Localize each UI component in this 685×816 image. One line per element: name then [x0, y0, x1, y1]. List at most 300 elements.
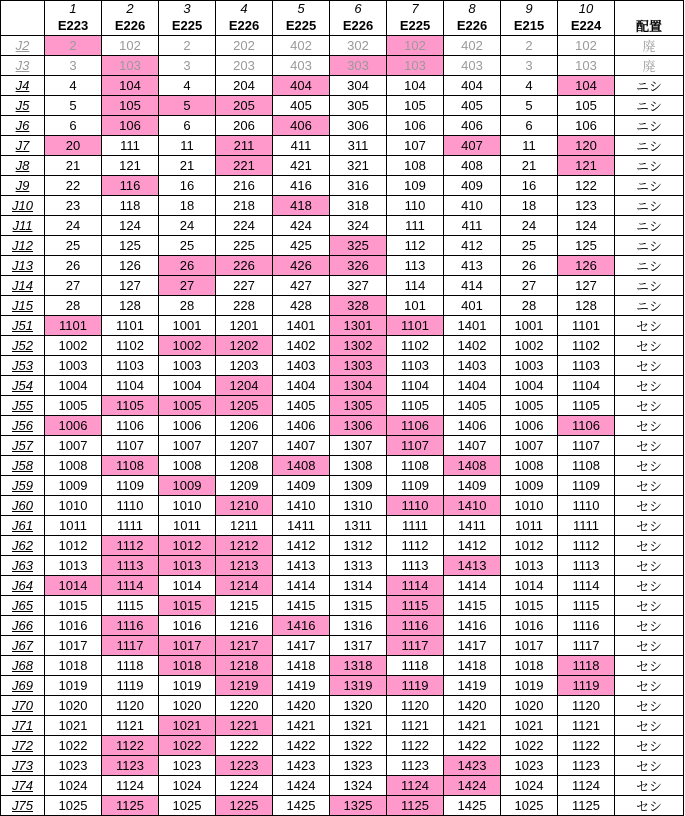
table-row — [1, 156, 684, 176]
table-row — [1, 476, 684, 496]
table-cell: 1110 — [387, 496, 444, 516]
table-cell: 1325 — [330, 796, 387, 816]
table-cell: 1119 — [558, 676, 615, 696]
row-label: J5 — [1, 96, 45, 116]
table-cell: 303 — [330, 56, 387, 76]
table-cell: 1302 — [330, 336, 387, 356]
table-row — [1, 676, 684, 696]
column-name: E225 — [159, 16, 216, 36]
header-name-row — [1, 16, 684, 36]
table-row — [1, 376, 684, 396]
table-cell: 1122 — [387, 736, 444, 756]
row-label: J2 — [1, 36, 45, 56]
placement-cell: ニシ — [615, 256, 684, 276]
placement-cell: セシ — [615, 676, 684, 696]
table-cell: 1201 — [216, 316, 273, 336]
row-label: J56 — [1, 416, 45, 436]
table-cell: 1415 — [444, 596, 501, 616]
table-cell: 304 — [330, 76, 387, 96]
table-cell: 221 — [216, 156, 273, 176]
table-cell: 406 — [273, 116, 330, 136]
table-cell: 1006 — [159, 416, 216, 436]
table-cell: 3 — [45, 56, 102, 76]
placement-cell: セシ — [615, 436, 684, 456]
table-cell: 425 — [273, 236, 330, 256]
table-cell: 4 — [501, 76, 558, 96]
placement-cell: ニシ — [615, 136, 684, 156]
table-cell: 106 — [102, 116, 159, 136]
table-cell: 1408 — [273, 456, 330, 476]
placement-cell: セシ — [615, 756, 684, 776]
table-cell: 1124 — [558, 776, 615, 796]
table-cell: 1003 — [159, 356, 216, 376]
row-label: J59 — [1, 476, 45, 496]
table-cell: 202 — [216, 36, 273, 56]
table-cell: 3 — [501, 56, 558, 76]
table-cell: 1120 — [102, 696, 159, 716]
table-cell: 321 — [330, 156, 387, 176]
table-cell: 1113 — [387, 556, 444, 576]
table-cell: 128 — [102, 296, 159, 316]
table-cell: 1010 — [159, 496, 216, 516]
table-cell: 101 — [387, 296, 444, 316]
placement-cell: セシ — [615, 496, 684, 516]
table-row — [1, 756, 684, 776]
table-cell: 18 — [501, 196, 558, 216]
table-cell: 1019 — [45, 676, 102, 696]
placement-cell: ニシ — [615, 156, 684, 176]
table-cell: 1110 — [558, 496, 615, 516]
table-cell: 1016 — [159, 616, 216, 636]
table-cell: 1021 — [501, 716, 558, 736]
table-cell: 1017 — [159, 636, 216, 656]
table-cell: 1116 — [387, 616, 444, 636]
table-cell: 3 — [159, 56, 216, 76]
table-cell: 1318 — [330, 656, 387, 676]
row-label: J72 — [1, 736, 45, 756]
row-label: J71 — [1, 716, 45, 736]
table-cell: 1025 — [159, 796, 216, 816]
table-row — [1, 536, 684, 556]
table-cell: 1109 — [102, 476, 159, 496]
table-cell: 1103 — [387, 356, 444, 376]
table-row — [1, 96, 684, 116]
table-cell: 1101 — [558, 316, 615, 336]
table-cell: 1017 — [501, 636, 558, 656]
table-cell: 1104 — [102, 376, 159, 396]
table-cell: 1410 — [273, 496, 330, 516]
table-cell: 407 — [444, 136, 501, 156]
column-name: E225 — [273, 16, 330, 36]
table-cell: 1213 — [216, 556, 273, 576]
table-cell: 1124 — [102, 776, 159, 796]
table-cell: 25 — [45, 236, 102, 256]
column-name: E226 — [102, 16, 159, 36]
table-cell: 405 — [444, 96, 501, 116]
table-cell: 1225 — [216, 796, 273, 816]
table-row — [1, 316, 684, 336]
row-label: J61 — [1, 516, 45, 536]
column-number: 4 — [216, 1, 273, 17]
table-cell: 326 — [330, 256, 387, 276]
table-cell: 26 — [45, 256, 102, 276]
table-cell: 1311 — [330, 516, 387, 536]
table-cell: 127 — [102, 276, 159, 296]
table-cell: 1405 — [273, 396, 330, 416]
table-cell: 1202 — [216, 336, 273, 356]
table-cell: 107 — [387, 136, 444, 156]
row-label: J63 — [1, 556, 45, 576]
row-label: J54 — [1, 376, 45, 396]
column-number: 5 — [273, 1, 330, 17]
table-cell: 1015 — [45, 596, 102, 616]
table-cell: 2 — [159, 36, 216, 56]
table-cell: 1104 — [387, 376, 444, 396]
table-cell: 1112 — [558, 536, 615, 556]
table-cell: 106 — [387, 116, 444, 136]
row-label: J64 — [1, 576, 45, 596]
column-name: E215 — [501, 16, 558, 36]
column-number: 8 — [444, 1, 501, 17]
table-cell: 316 — [330, 176, 387, 196]
table-cell: 206 — [216, 116, 273, 136]
table-cell: 1402 — [273, 336, 330, 356]
placement-cell: セシ — [615, 636, 684, 656]
placement-cell: セシ — [615, 696, 684, 716]
table-cell: 1006 — [45, 416, 102, 436]
table-cell: 104 — [558, 76, 615, 96]
table-cell: 1209 — [216, 476, 273, 496]
table-cell: 1104 — [558, 376, 615, 396]
row-label: J66 — [1, 616, 45, 636]
table-cell: 127 — [558, 276, 615, 296]
table-cell: 1211 — [216, 516, 273, 536]
table-cell: 102 — [387, 36, 444, 56]
table-cell: 1007 — [159, 436, 216, 456]
table-cell: 1102 — [558, 336, 615, 356]
table-cell: 1405 — [444, 396, 501, 416]
table-cell: 1308 — [330, 456, 387, 476]
table-cell: 1420 — [273, 696, 330, 716]
row-label: J74 — [1, 776, 45, 796]
table-cell: 1408 — [444, 456, 501, 476]
table-cell: 1113 — [558, 556, 615, 576]
table-cell: 1321 — [330, 716, 387, 736]
table-cell: 1425 — [273, 796, 330, 816]
table-row — [1, 436, 684, 456]
table-cell: 1105 — [387, 396, 444, 416]
table-cell: 1409 — [444, 476, 501, 496]
table-cell: 27 — [501, 276, 558, 296]
table-cell: 5 — [159, 96, 216, 116]
row-label: J65 — [1, 596, 45, 616]
table-cell: 1307 — [330, 436, 387, 456]
table-cell: 1306 — [330, 416, 387, 436]
table-cell: 205 — [216, 96, 273, 116]
row-label: J10 — [1, 196, 45, 216]
table-cell: 1411 — [444, 516, 501, 536]
table-cell: 5 — [501, 96, 558, 116]
table-cell: 1110 — [102, 496, 159, 516]
placement-cell: セシ — [615, 316, 684, 336]
table-cell: 1402 — [444, 336, 501, 356]
table-cell: 1317 — [330, 636, 387, 656]
table-cell: 1009 — [45, 476, 102, 496]
table-cell: 11 — [501, 136, 558, 156]
table-cell: 21 — [159, 156, 216, 176]
table-cell: 1011 — [45, 516, 102, 536]
row-label: J12 — [1, 236, 45, 256]
table-cell: 111 — [102, 136, 159, 156]
column-name: E226 — [330, 16, 387, 36]
table-cell: 1116 — [102, 616, 159, 636]
table-cell: 1103 — [558, 356, 615, 376]
table-cell: 106 — [558, 116, 615, 136]
placement-cell: セシ — [615, 376, 684, 396]
row-label: J4 — [1, 76, 45, 96]
table-cell: 1413 — [273, 556, 330, 576]
table-cell: 402 — [444, 36, 501, 56]
table-cell: 1319 — [330, 676, 387, 696]
table-cell: 1012 — [501, 536, 558, 556]
table-cell: 1121 — [387, 716, 444, 736]
column-number: 7 — [387, 1, 444, 17]
table-cell: 1125 — [387, 796, 444, 816]
table-cell: 118 — [102, 196, 159, 216]
table-cell: 108 — [387, 156, 444, 176]
table-cell: 1216 — [216, 616, 273, 636]
table-cell: 1113 — [102, 556, 159, 576]
table-cell: 26 — [159, 256, 216, 276]
table-cell: 25 — [159, 236, 216, 256]
table-cell: 123 — [558, 196, 615, 216]
table-cell: 1002 — [159, 336, 216, 356]
table-cell: 1117 — [558, 636, 615, 656]
table-cell: 1412 — [444, 536, 501, 556]
table-cell: 1316 — [330, 616, 387, 636]
table-cell: 1008 — [159, 456, 216, 476]
table-cell: 1425 — [444, 796, 501, 816]
table-cell: 1109 — [558, 476, 615, 496]
table-cell: 27 — [45, 276, 102, 296]
table-cell: 1122 — [558, 736, 615, 756]
column-number: 2 — [102, 1, 159, 17]
table-cell: 1418 — [273, 656, 330, 676]
table-cell: 1116 — [558, 616, 615, 636]
table-cell: 424 — [273, 216, 330, 236]
table-cell: 6 — [45, 116, 102, 136]
table-cell: 1107 — [102, 436, 159, 456]
table-cell: 1406 — [444, 416, 501, 436]
header-corner — [1, 1, 45, 17]
row-label: J8 — [1, 156, 45, 176]
table-cell: 4 — [159, 76, 216, 96]
table-cell: 105 — [102, 96, 159, 116]
table-cell: 1024 — [45, 776, 102, 796]
table-row — [1, 136, 684, 156]
placement-cell: セシ — [615, 736, 684, 756]
placement-cell: セシ — [615, 576, 684, 596]
table-row — [1, 336, 684, 356]
placement-cell: ニシ — [615, 236, 684, 256]
table-cell: 1111 — [387, 516, 444, 536]
table-cell: 116 — [102, 176, 159, 196]
table-cell: 325 — [330, 236, 387, 256]
table-cell: 1004 — [45, 376, 102, 396]
table-cell: 122 — [558, 176, 615, 196]
table-cell: 1123 — [558, 756, 615, 776]
table-row — [1, 596, 684, 616]
placement-header: 配置 — [615, 16, 684, 36]
placement-cell: セシ — [615, 656, 684, 676]
table-cell: 1106 — [102, 416, 159, 436]
column-number: 9 — [501, 1, 558, 17]
table-cell: 1012 — [159, 536, 216, 556]
table-cell: 1009 — [501, 476, 558, 496]
table-cell: 1422 — [273, 736, 330, 756]
table-cell: 126 — [558, 256, 615, 276]
table-cell: 1301 — [330, 316, 387, 336]
table-cell: 1103 — [102, 356, 159, 376]
placement-cell: ニシ — [615, 176, 684, 196]
table-cell: 1114 — [558, 576, 615, 596]
table-cell: 103 — [102, 56, 159, 76]
table-row — [1, 76, 684, 96]
placement-cell: ニシ — [615, 76, 684, 96]
table-cell: 1016 — [45, 616, 102, 636]
table-cell: 1217 — [216, 636, 273, 656]
table-row — [1, 796, 684, 816]
table-cell: 103 — [387, 56, 444, 76]
table-cell: 427 — [273, 276, 330, 296]
table-cell: 216 — [216, 176, 273, 196]
table-cell: 1115 — [102, 596, 159, 616]
table-cell: 18 — [159, 196, 216, 216]
table-cell: 128 — [558, 296, 615, 316]
column-name: E226 — [444, 16, 501, 36]
table-cell: 426 — [273, 256, 330, 276]
table-cell: 402 — [273, 36, 330, 56]
table-cell: 327 — [330, 276, 387, 296]
row-label: J68 — [1, 656, 45, 676]
placement-cell: セシ — [615, 776, 684, 796]
table-cell: 1221 — [216, 716, 273, 736]
table-cell: 25 — [501, 236, 558, 256]
placement-cell: セシ — [615, 616, 684, 636]
table-cell: 1215 — [216, 596, 273, 616]
table-cell: 1122 — [102, 736, 159, 756]
table-cell: 311 — [330, 136, 387, 156]
placement-cell: セシ — [615, 416, 684, 436]
table-cell: 411 — [273, 136, 330, 156]
table-cell: 121 — [558, 156, 615, 176]
table-cell: 1315 — [330, 596, 387, 616]
table-cell: 1416 — [444, 616, 501, 636]
table-cell: 1111 — [558, 516, 615, 536]
table-cell: 305 — [330, 96, 387, 116]
table-cell: 1023 — [159, 756, 216, 776]
table-cell: 1322 — [330, 736, 387, 756]
table-cell: 1223 — [216, 756, 273, 776]
table-cell: 1003 — [501, 356, 558, 376]
table-cell: 1108 — [558, 456, 615, 476]
table-cell: 2 — [45, 36, 102, 56]
table-cell: 1007 — [501, 436, 558, 456]
table-cell: 1303 — [330, 356, 387, 376]
table-cell: 104 — [102, 76, 159, 96]
table-cell: 1423 — [444, 756, 501, 776]
table-cell: 113 — [387, 256, 444, 276]
table-cell: 1005 — [159, 396, 216, 416]
table-cell: 1414 — [444, 576, 501, 596]
table-cell: 409 — [444, 176, 501, 196]
table-cell: 28 — [159, 296, 216, 316]
table-row — [1, 36, 684, 56]
placement-cell: セシ — [615, 356, 684, 376]
table-cell: 1105 — [558, 396, 615, 416]
table-cell: 1019 — [159, 676, 216, 696]
table-cell: 1023 — [501, 756, 558, 776]
row-label: J14 — [1, 276, 45, 296]
table-cell: 1412 — [273, 536, 330, 556]
table-cell: 1403 — [444, 356, 501, 376]
table-cell: 1401 — [273, 316, 330, 336]
table-cell: 1025 — [501, 796, 558, 816]
table-cell: 1219 — [216, 676, 273, 696]
table-cell: 1417 — [273, 636, 330, 656]
row-label: J51 — [1, 316, 45, 336]
table-cell: 318 — [330, 196, 387, 216]
table-cell: 1120 — [558, 696, 615, 716]
table-cell: 1021 — [159, 716, 216, 736]
table-cell: 105 — [387, 96, 444, 116]
table-cell: 1101 — [45, 316, 102, 336]
table-cell: 1413 — [444, 556, 501, 576]
table-cell: 1018 — [501, 656, 558, 676]
table-cell: 1224 — [216, 776, 273, 796]
table-cell: 21 — [45, 156, 102, 176]
placement-cell: 廃 — [615, 56, 684, 76]
table-cell: 1111 — [102, 516, 159, 536]
table-cell: 1008 — [45, 456, 102, 476]
table-cell: 28 — [45, 296, 102, 316]
placement-cell: セシ — [615, 716, 684, 736]
table-cell: 1013 — [45, 556, 102, 576]
table-cell: 1105 — [102, 396, 159, 416]
table-cell: 1304 — [330, 376, 387, 396]
table-cell: 27 — [159, 276, 216, 296]
table-cell: 1421 — [273, 716, 330, 736]
table-cell: 1014 — [501, 576, 558, 596]
table-cell: 406 — [444, 116, 501, 136]
row-label: J52 — [1, 336, 45, 356]
column-number: 10 — [558, 1, 615, 17]
table-cell: 1416 — [273, 616, 330, 636]
table-cell: 1407 — [273, 436, 330, 456]
table-cell: 1422 — [444, 736, 501, 756]
table-cell: 1005 — [45, 396, 102, 416]
table-cell: 1010 — [501, 496, 558, 516]
table-cell: 1018 — [45, 656, 102, 676]
table-cell: 405 — [273, 96, 330, 116]
table-row — [1, 696, 684, 716]
table-cell: 1109 — [387, 476, 444, 496]
table-cell: 1022 — [45, 736, 102, 756]
table-cell: 226 — [216, 256, 273, 276]
placement-cell: セシ — [615, 456, 684, 476]
row-label: J60 — [1, 496, 45, 516]
table-cell: 225 — [216, 236, 273, 256]
